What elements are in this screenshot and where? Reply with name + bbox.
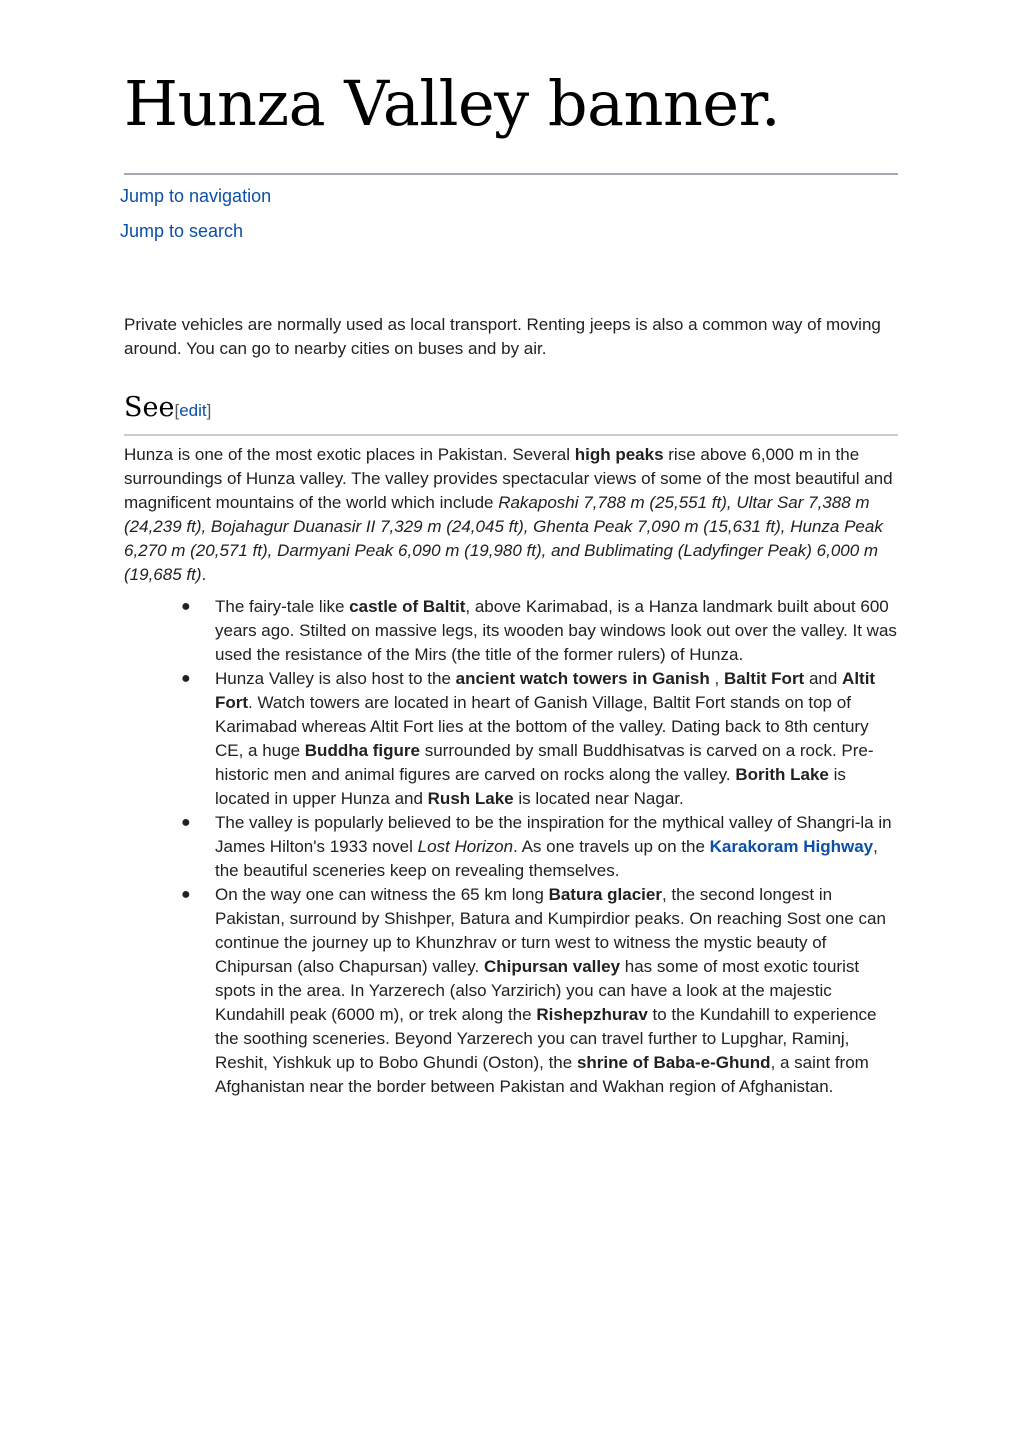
section-heading-text: See (124, 392, 175, 423)
text-run: . (201, 565, 207, 584)
bold-term: Rush Lake (427, 789, 514, 808)
edit-bracket-open: [ (174, 401, 180, 420)
jump-to-search-link[interactable]: Jump to search (120, 221, 244, 241)
jump-to-navigation-link[interactable]: Jump to navigation (120, 186, 272, 206)
attractions-list (124, 595, 898, 1099)
bullet-icon: ● (181, 814, 191, 831)
bullet-icon: ● (181, 670, 191, 687)
bold-term: Batura glacier (548, 885, 662, 904)
bold-term: Baltit Fort (723, 669, 805, 688)
edit-bracket-close: ] (206, 401, 212, 420)
text-run: The fairy-tale like (215, 597, 350, 616)
text-run: , the second longest in Pakistan, surround by Shishper, Batura and Kumpirdior peaks. On reaching Sost one can continue the journey up to Khunzhrav or turn west to witness the mystic beauty of Chipursan (also Chapursan) valley. (215, 885, 886, 976)
bold-term-high-peaks: high peaks (574, 445, 664, 464)
text-run: has some of most exotic tourist spots in the area. In Yarzerech (also Yarzirich) you can have a look at the majestic Kundahill peak (6000 m), or trek along the (215, 957, 860, 1024)
bold-term: castle of Baltit (349, 597, 466, 616)
bold-term: Buddha figure (304, 741, 420, 760)
text-run: and (804, 669, 843, 688)
list-item (124, 811, 898, 883)
list-item (124, 883, 898, 1099)
bold-term: Rishepzhurav (536, 1005, 648, 1024)
text-run: The valley is popularly believed to be the inspiration for the mythical valley of Shangri-la in James Hilton's 1933 novel (215, 813, 892, 856)
text-run: . Watch towers are located in heart of Ganish Village, Baltit Fort stands on top of Karimabad whereas Altit Fort lies at the bottom of the valley. Dating back to 8th century CE, a huge (215, 693, 869, 760)
bold-term: Chipursan valley (483, 957, 621, 976)
text-run: , (709, 669, 724, 688)
list-item (124, 595, 898, 667)
title-divider (124, 173, 898, 175)
section-heading-see (124, 390, 211, 426)
karakoram-highway-link[interactable]: Karakoram Highway (709, 837, 874, 856)
text-run: , the beautiful sceneries keep on revealing themselves. (215, 837, 878, 880)
bold-term: Altit Fort (215, 669, 876, 712)
intro-paragraph: Private vehicles are normally used as local transport. Renting jeeps is also a common way of moving around. You can go to nearby cities on buses and by air. (124, 315, 881, 358)
text-run: On the way one can witness the 65 km long (215, 885, 549, 904)
text-run: rise above 6,000 m in the surroundings of Hunza valley. The valley provides spectacular views of some of the most beautiful and magnificent mountains of the world which include (124, 445, 893, 512)
text-run: , above Karimabad, is a Hanza landmark built about 600 years ago. Stilted on massive legs, its wooden bay windows look out over the valley. It was used the resistance of the Mirs (the title of the former rulers) of Hunza. (215, 597, 897, 664)
list-item (124, 667, 898, 811)
text-run: , a saint from Afghanistan near the border between Pakistan and Wakhan region of Afghanistan. (215, 1053, 869, 1096)
text-run: Hunza Valley is also host to the (215, 669, 456, 688)
text-run: is located near Nagar. (513, 789, 684, 808)
text-run: to the Kundahill to experience the soothing sceneries. Beyond Yarzerech you can travel further to Lupghar, Raminj, Reshit, Yishkuk up to Bobo Ghundi (Oston), the (215, 1005, 877, 1072)
bullet-icon: ● (181, 598, 191, 615)
text-run: surrounded by small Buddhisatvas is carved on a rock. Pre-historic men and animal figures are carved on rocks along the valley. (215, 741, 874, 784)
text-run: is located in upper Hunza and (215, 765, 846, 808)
bold-term: Borith Lake (735, 765, 829, 784)
see-paragraph (124, 443, 898, 587)
section-divider (124, 434, 898, 436)
edit-section-link[interactable]: edit (179, 401, 207, 420)
bold-term: shrine of Baba-e-Ghund (576, 1053, 771, 1072)
bullet-icon: ● (181, 886, 191, 903)
text-run: . As one travels up on the (513, 837, 710, 856)
text-run: Hunza is one of the most exotic places in Pakistan. Several (124, 445, 575, 464)
italic-term: Lost Horizon (417, 837, 514, 856)
bold-term: ancient watch towers in Ganish (455, 669, 710, 688)
italic-peaks-list: Rakaposhi 7,788 m (25,551 ft), Ultar Sar 7,388 m (24,239 ft), Bojahagur Duanasir II 7,329 m (24,045 ft), Ghenta Peak 7,090 m (15,631 ft), Hunza Peak 6,270 m (20,571 ft), Darmyani Peak 6,090 m (19,980 ft), and Bublimating (Ladyfinger Peak) 6,000 m (19,685 ft) (124, 493, 883, 584)
page-title: Hunza Valley banner. (124, 67, 781, 140)
